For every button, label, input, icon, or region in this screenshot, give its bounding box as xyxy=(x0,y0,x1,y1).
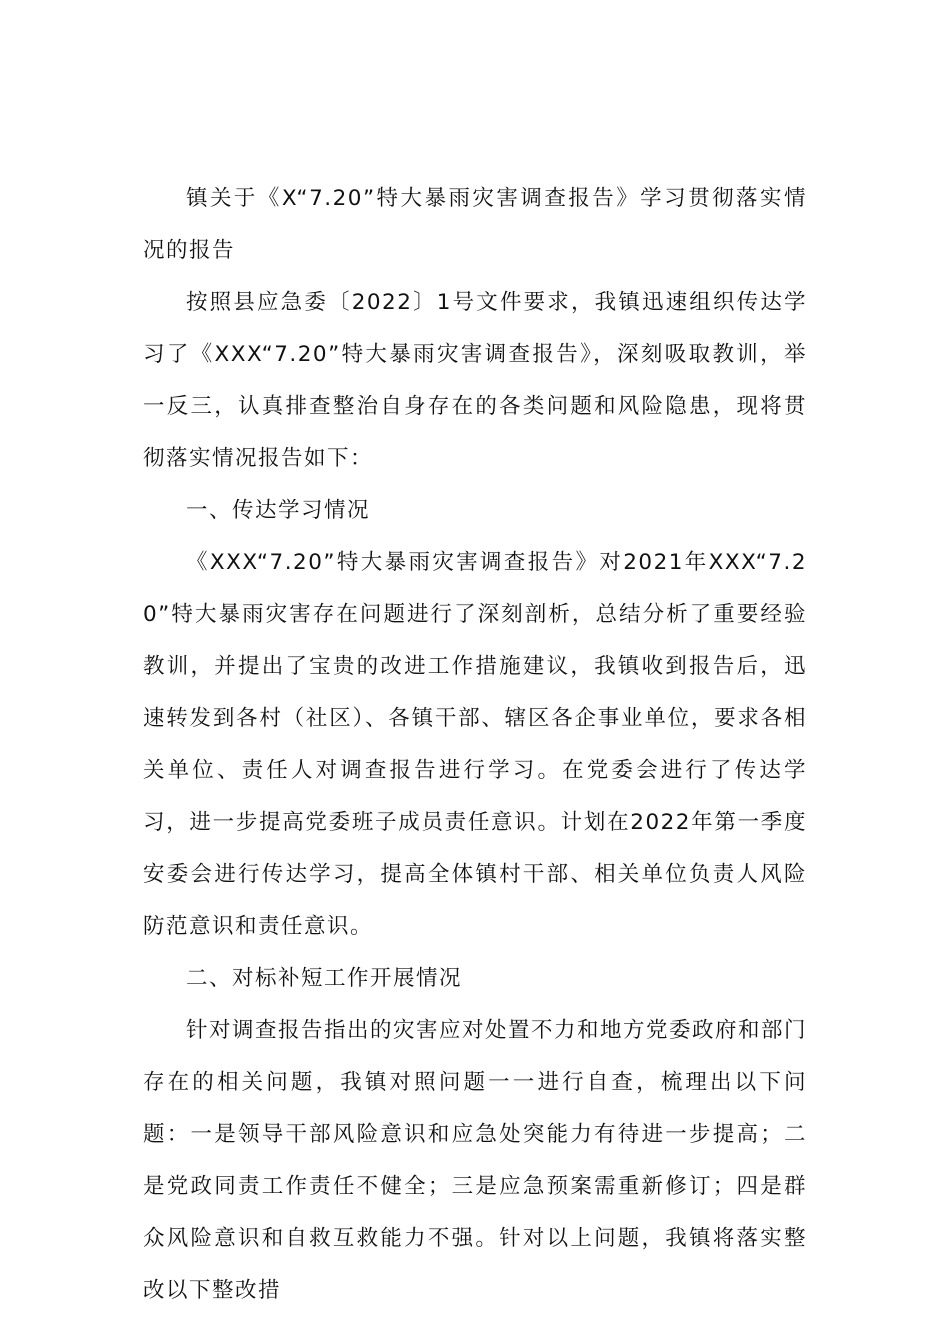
section-heading-2: 二、对标补短工作开展情况 xyxy=(186,966,463,991)
paragraph-section-2: 针对调查报告指出的灾害应对处置不力和地方党委政府和部门存在的相关问题，我镇对照问题一一进行自查，梳理出以下问题：一是领导干部风险意识和应急处突能力有待进一步提高；二是党政同责工作责任不健全；三是应急预案需重新修订；四是群众风险意识和自救互救能力不强。针对以上问题，我镇将落实整改以下整改措 xyxy=(143,1018,808,1303)
document-title: 镇关于《X“7.20”特大暴雨灾害调查报告》学习贯彻落实情况的报告 xyxy=(143,186,807,263)
document-body xyxy=(143,173,807,1317)
section-heading-1: 一、传达学习情况 xyxy=(186,498,371,523)
paragraph-intro: 按照县应急委〔2022〕1号文件要求，我镇迅速组织传达学习了《XXX“7.20”特大暴雨灾害调查报告》，深刻吸取教训，举一反三，认真排查整治自身存在的各类问题和风险隐患，现将贯彻落实情况报告如下： xyxy=(143,290,807,471)
paragraph-section-1: 《XXX“7.20”特大暴雨灾害调查报告》对2021年XXX“7.20”特大暴雨灾害存在问题进行了深刻剖析，总结分析了重要经验教训，并提出了宝贵的改进工作措施建议，我镇收到报告后，迅速转发到各村（社区）、各镇干部、辖区各企事业单位，要求各相关单位、责任人对调查报告进行学习。在党委会进行了传达学习，进一步提高党委班子成员责任意识。计划在2022年第一季度安委会进行传达学习，提高全体镇村干部、相关单位负责人风险防范意识和责任意识。 xyxy=(143,550,807,939)
